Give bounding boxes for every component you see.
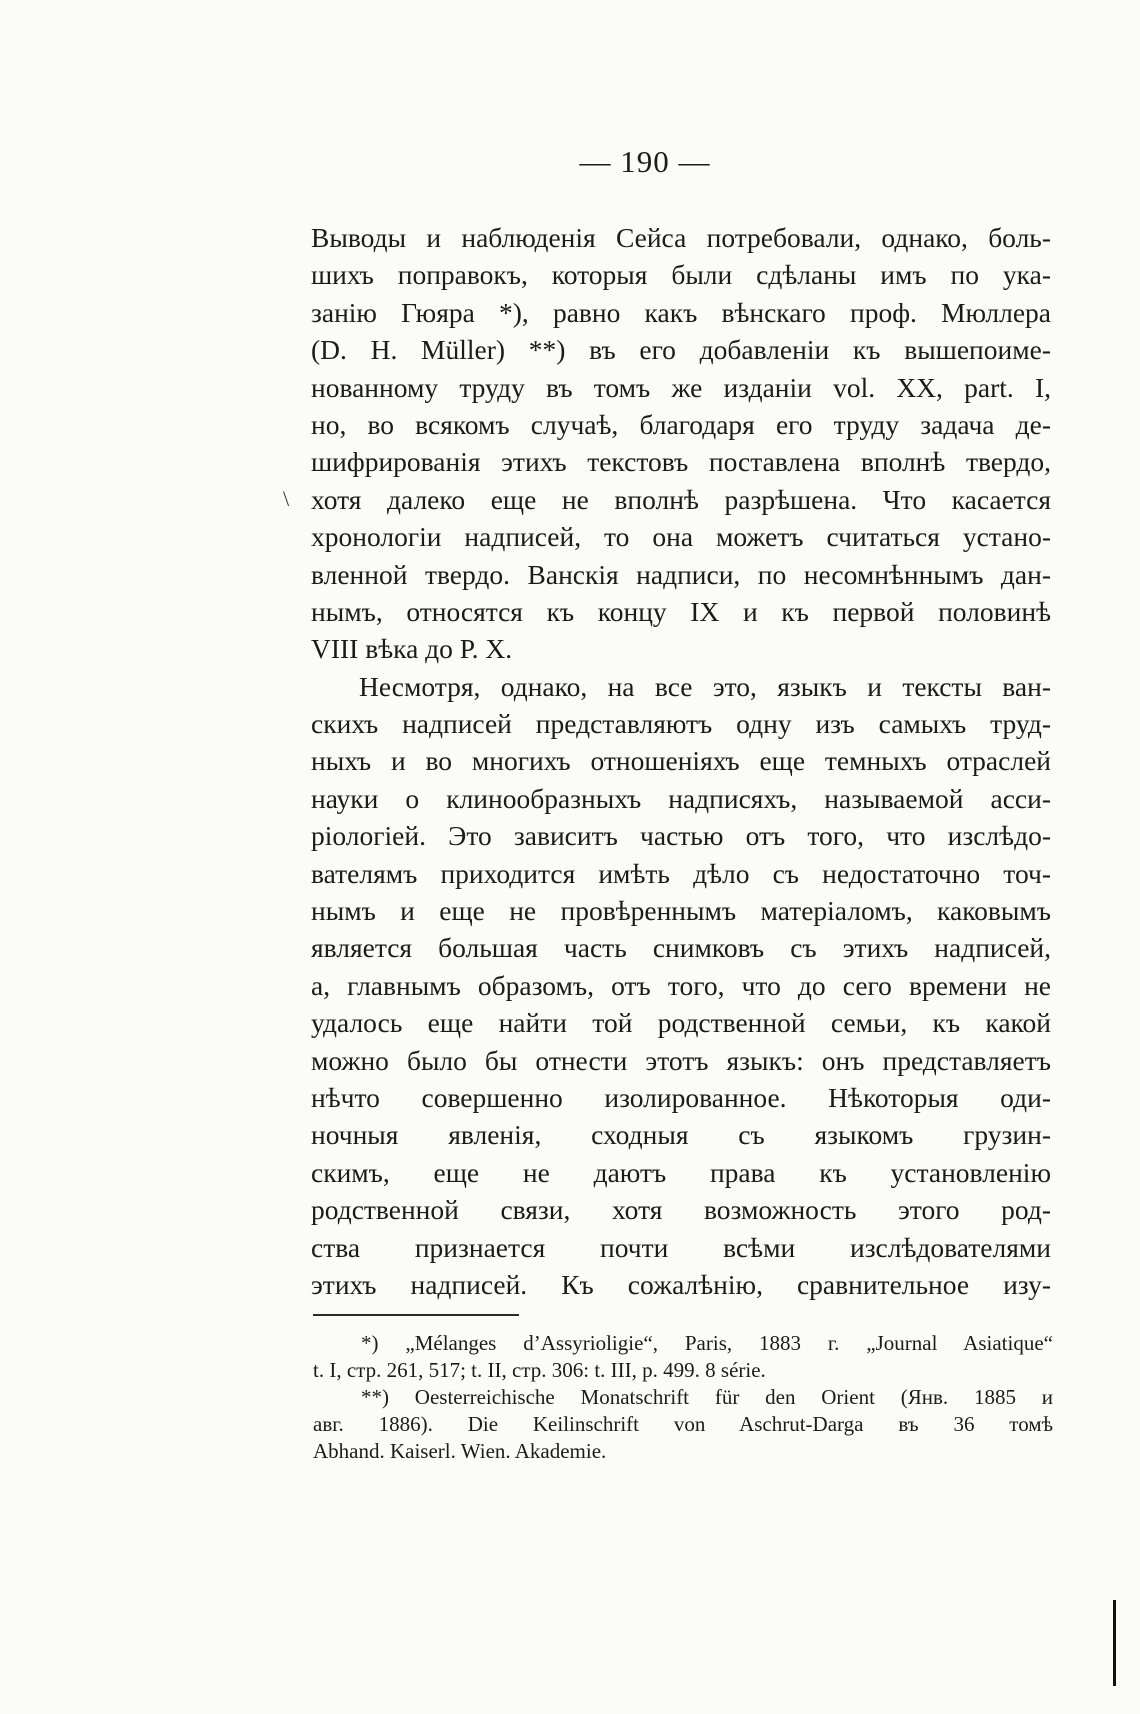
text-line: шифрированія этихъ текстовъ поставлена вполнѣ твердо,: [311, 446, 1051, 478]
footnote-2: [313, 1384, 1053, 1465]
text-line: Выводы и наблюденія Сейса потребовали, однако, боль-: [311, 222, 1051, 253]
text-line: ныхъ и во многихъ отношеніяхъ еще темныхъ отраслей: [311, 745, 1051, 777]
text-line: занію Гюяра *), равно какъ вѣнскаго проф. Мюллера: [311, 296, 1051, 328]
text-line: нѣчто совершенно изолированное. Нѣкоторыя оди-: [311, 1081, 1051, 1113]
footnote-1: [313, 1330, 1053, 1384]
text-line: (D. H. Müller) **) въ его добавленіи къ вышепоиме-: [311, 334, 1051, 366]
margin-mark: \: [283, 486, 290, 511]
text-line: а, главнымъ образомъ, отъ того, что до сего времени не: [311, 969, 1051, 1001]
text-line: VIII вѣка до Р. Х.: [311, 633, 513, 665]
text-line: хотя далеко еще не вполнѣ разрѣшена. Что касается: [311, 483, 1051, 515]
footnote-line: **) Oesterreichische Monatschrift für den Orient (Янв. 1885 и: [361, 1385, 1053, 1409]
text-line: этихъ надписей. Къ сожалѣнію, сравнительное изу-: [311, 1268, 1051, 1300]
footnote-line: t. I, стр. 261, 517; t. II, стр. 306: t. III, p. 499. 8 série.: [313, 1358, 766, 1382]
text-line: удалось еще найти той родственной семьи, къ какой: [311, 1007, 1051, 1039]
text-line: ства признается почти всѣми изслѣдователями: [311, 1231, 1051, 1263]
text-line: является большая часть снимковъ съ этихъ надписей,: [311, 932, 1051, 964]
text-line: можно было бы отнести этотъ языкъ: онъ представляетъ: [311, 1044, 1051, 1076]
text-line: науки о клинообразныхъ надписяхъ, называемой асси-: [311, 782, 1051, 814]
footnote-line: авг. 1886). Die Keilinschrift von Aschrut-Darga въ 36 томѣ: [313, 1412, 1053, 1436]
paragraph-2: [311, 668, 1051, 1304]
text-line: Несмотря, однако, на все это, языкъ и тексты ван-: [359, 670, 1051, 702]
text-line: ночныя явленія, сходныя съ языкомъ грузин-: [311, 1119, 1051, 1151]
footnote-divider: [313, 1314, 519, 1316]
body-text: [311, 219, 1051, 1303]
text-line: нымъ, относятся къ концу IX и къ первой половинѣ: [311, 595, 1051, 627]
text-line: но, во всякомъ случаѣ, благодаря его труду задача де-: [311, 408, 1051, 440]
text-line: родственной связи, хотя возможность этого род-: [311, 1194, 1051, 1226]
text-line: нованному труду въ томъ же изданіи vol. XX, part. I,: [311, 371, 1051, 403]
text-line: скихъ надписей представляютъ одну изъ самыхъ труд-: [311, 708, 1051, 740]
page-edge-mark: [1113, 1600, 1116, 1686]
text-line: нымъ и еще не провѣреннымъ матеріаломъ, каковымъ: [311, 895, 1051, 927]
text-line: шихъ поправокъ, которыя были сдѣланы имъ по ука-: [311, 259, 1051, 291]
page-number: — 190 —: [579, 144, 711, 179]
paragraph-1: [311, 219, 1051, 668]
text-line: ріологіей. Это зависитъ частью отъ того, что изслѣдо-: [311, 820, 1051, 852]
text-line: вленной твердо. Ванскія надписи, по несомнѣннымъ дан-: [311, 558, 1051, 590]
footnote-line: *) „Mélanges d’Assyrioligie“, Paris, 1883 г. „Journal Asiatique“: [361, 1331, 1053, 1355]
text-line: вателямъ приходится имѣть дѣло съ недостаточно точ-: [311, 857, 1051, 889]
footnote-line: Abhand. Kaiserl. Wien. Akademie.: [313, 1439, 607, 1463]
footnotes: [313, 1330, 1053, 1465]
text-line: хронологіи надписей, то она можетъ считаться устано-: [311, 521, 1051, 553]
text-line: скимъ, еще не даютъ права къ установленію: [311, 1156, 1051, 1188]
